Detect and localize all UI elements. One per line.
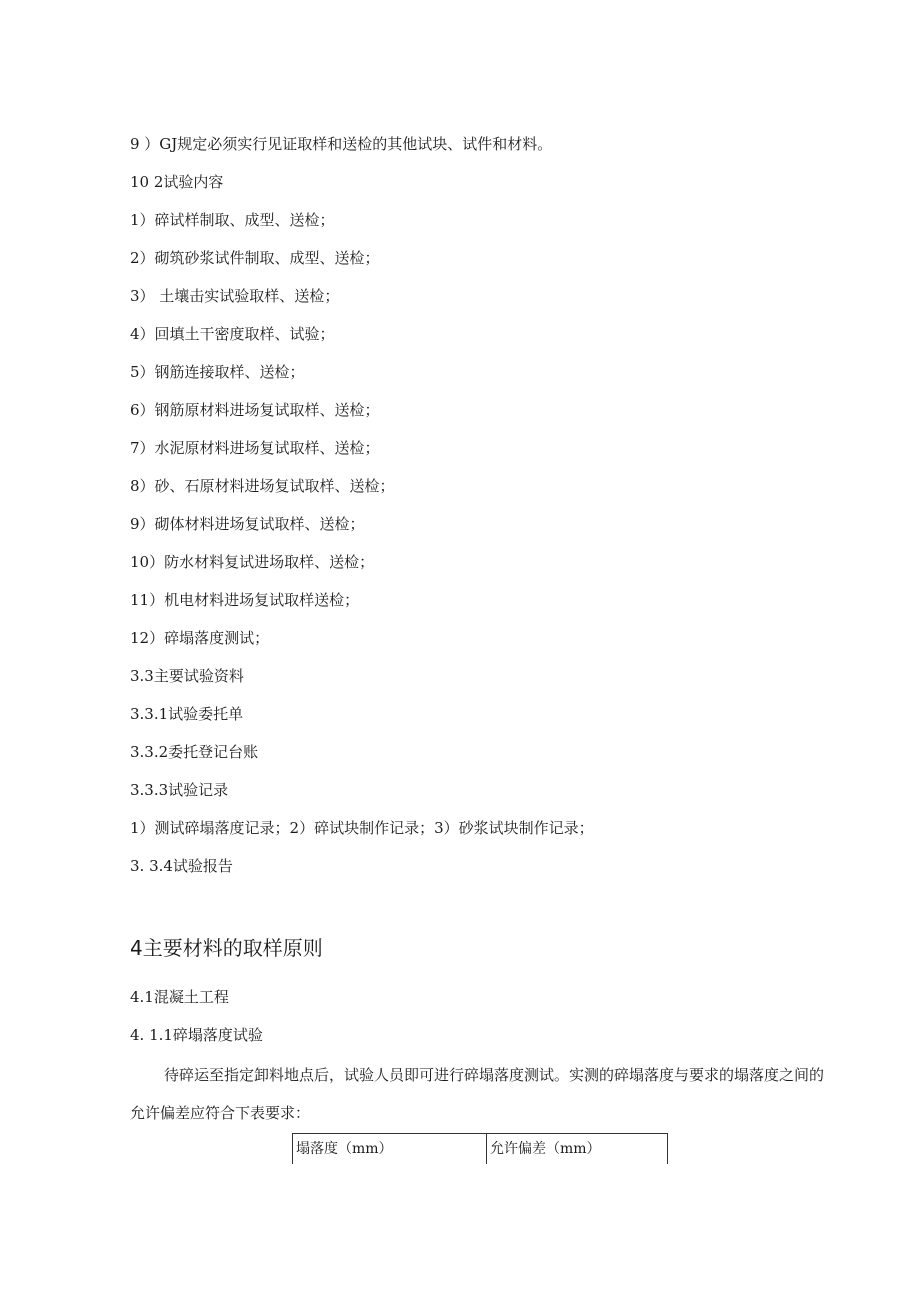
list-item: 8）砂、石原材料进场复试取样、送检；	[130, 477, 395, 495]
table-header-row	[293, 1134, 668, 1165]
body-paragraph: 待碎运至指定卸料地点后，试验人员即可进行碎塌落度测试。实测的碎塌落度与要求的塌落度之间的允许偏差应符合下表要求：	[130, 1066, 825, 1122]
list-item: 1）碎试样制取、成型、送检；	[130, 211, 335, 229]
list-item: 5）钢筋连接取样、送检；	[130, 363, 305, 381]
tolerance-table	[292, 1133, 668, 1164]
list-item: 2）砌筑砂浆试件制取、成型、送检；	[130, 249, 380, 267]
table-header-cell: 塌落度（mm）	[293, 1134, 487, 1165]
list-item: 9 ）GJ规定必须实行见证取样和送检的其他试块、试件和材料。	[130, 135, 553, 153]
table-header-cell: 允许偏差（mm）	[487, 1134, 668, 1165]
list-item: 1）测试碎塌落度记录；2）碎试块制作记录；3）砂浆试块制作记录；	[130, 819, 594, 837]
subsection-title: 3. 3.4试验报告	[130, 857, 233, 875]
list-item: 11）机电材料进场复试取样送检；	[130, 591, 360, 609]
list-item: 10）防水材料复试进场取样、送检；	[130, 553, 375, 571]
subsection-title: 4. 1.1碎塌落度试验	[130, 1026, 263, 1044]
subsection-title: 3.3.3试验记录	[130, 781, 229, 799]
subsection-title: 3.3.1试验委托单	[130, 705, 244, 723]
subsection-title: 3.3.2委托登记台账	[130, 743, 259, 761]
section-title: 10 2试验内容	[130, 173, 224, 191]
list-item: 9）砌体材料进场复试取样、送检；	[130, 515, 365, 533]
list-item: 12）碎塌落度测试；	[130, 629, 270, 647]
section-title: 3.3主要试验资料	[130, 667, 244, 685]
list-item: 3） 土壤击实试验取样、送检；	[130, 287, 340, 305]
list-item: 4）回填土干密度取样、试验；	[130, 325, 335, 343]
section-heading: 4主要材料的取样原则	[130, 936, 323, 960]
list-item: 6）钢筋原材料进场复试取样、送检；	[130, 401, 380, 419]
subsection-title: 4.1混凝土工程	[130, 988, 229, 1006]
list-item: 7）水泥原材料进场复试取样、送检；	[130, 439, 380, 457]
